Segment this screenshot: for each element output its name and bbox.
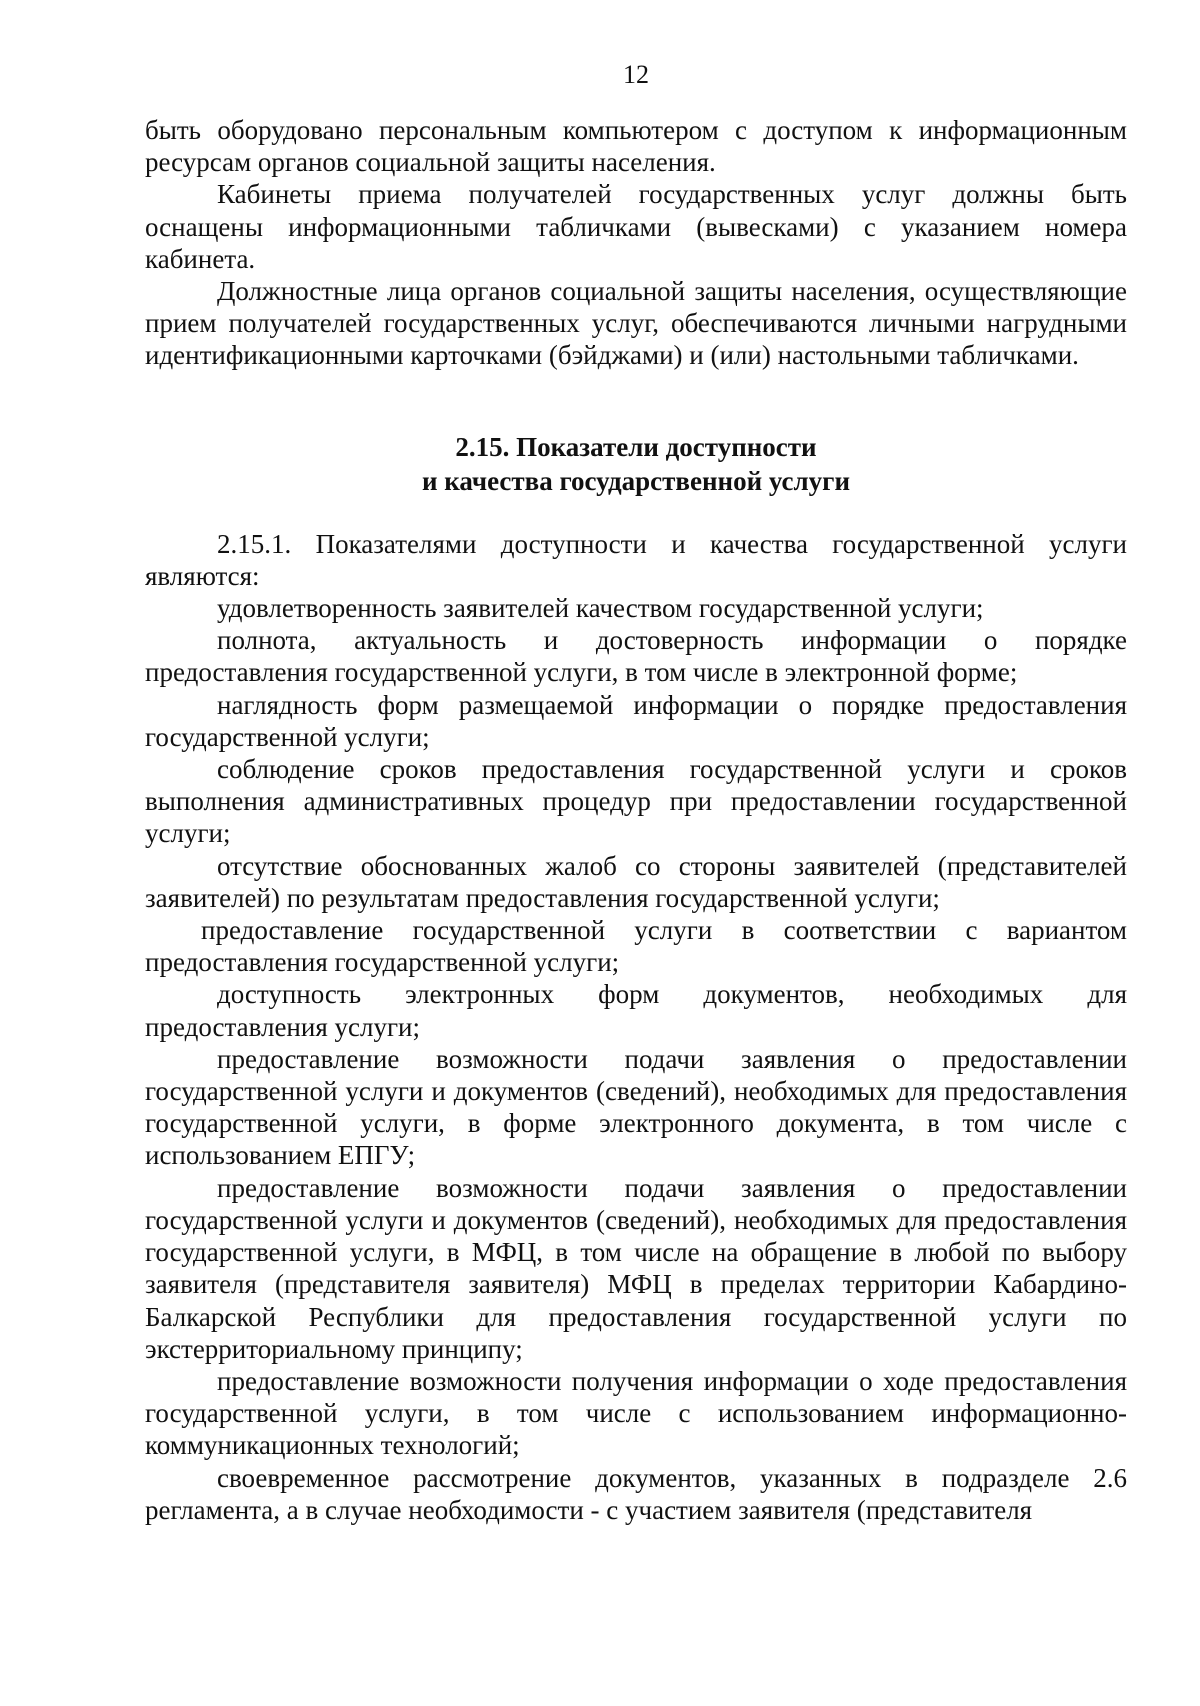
document-body bbox=[145, 114, 1127, 1526]
paragraph: Кабинеты приема получателей государственных услуг должны быть оснащены информационными табличками (вывесками) с указанием номера кабинета. bbox=[145, 179, 1127, 274]
page-number: 12 bbox=[623, 60, 649, 89]
list-item: удовлетворенность заявителей качеством государственной услуги; bbox=[217, 593, 984, 624]
section-heading-line: и качества государственной услуги bbox=[421, 465, 851, 496]
list-item: отсутствие обоснованных жалоб со стороны заявителей (представителей заявителей) по результатам предоставления государственной услуги; bbox=[145, 850, 1127, 913]
paragraph: 2.15.1. Показателями доступности и качества государственной услуги являются: bbox=[145, 528, 1127, 591]
list-item: предоставление государственной услуги в соответствии с вариантом предоставления государственной услуги; bbox=[145, 915, 1127, 978]
list-item: наглядность форм размещаемой информации о порядке предоставления государственной услуги; bbox=[145, 689, 1127, 752]
section-heading bbox=[145, 430, 1127, 498]
list-item: своевременное рассмотрение документов, указанных в подразделе 2.6 регламента, а в случае необходимости - с участием заявителя (представителя bbox=[145, 1462, 1127, 1525]
list-item: предоставление возможности подачи заявления о предоставлении государственной услуги и документов (сведений), необходимых для предоставления государственной услуги, в форме электронного документа, в том числе с использованием ЕПГУ; bbox=[145, 1043, 1127, 1171]
section-heading-line: 2.15. Показатели доступности bbox=[455, 431, 817, 462]
list-item: предоставление возможности подачи заявления о предоставлении государственной услуги и документов (сведений), необходимых для предоставления государственной услуги, в МФЦ, в том числе на обращение в любой по выбору заявителя (представителя заявителя) МФЦ в пределах территории Кабардино-Балкарской Республики для предоставления государственной услуги по экстерриториальному принципу; bbox=[145, 1172, 1127, 1364]
list-item: предоставление возможности получения информации о ходе предоставления государственной услуги, в том числе с использованием информационно-коммуникационных технологий; bbox=[145, 1365, 1127, 1461]
list-item: полнота, актуальность и достоверность информации о порядке предоставления государственной услуги, в том числе в электронной форме; bbox=[145, 625, 1127, 688]
list-item: доступность электронных форм документов, необходимых для предоставления услуги; bbox=[145, 979, 1127, 1042]
paragraph: Должностные лица органов социальной защиты населения, осуществляющие прием получателей государственных услуг, обеспечиваются личными нагрудными идентификационными карточками (бэйджами) и (или) настольными табличками. bbox=[145, 276, 1127, 371]
paragraph-continuation: быть оборудовано персональным компьютером с доступом к информационным ресурсам органов социальной защиты населения. bbox=[145, 115, 1127, 178]
list-item: соблюдение сроков предоставления государственной услуги и сроков выполнения административных процедур при предоставлении государственной услуги; bbox=[145, 754, 1127, 849]
